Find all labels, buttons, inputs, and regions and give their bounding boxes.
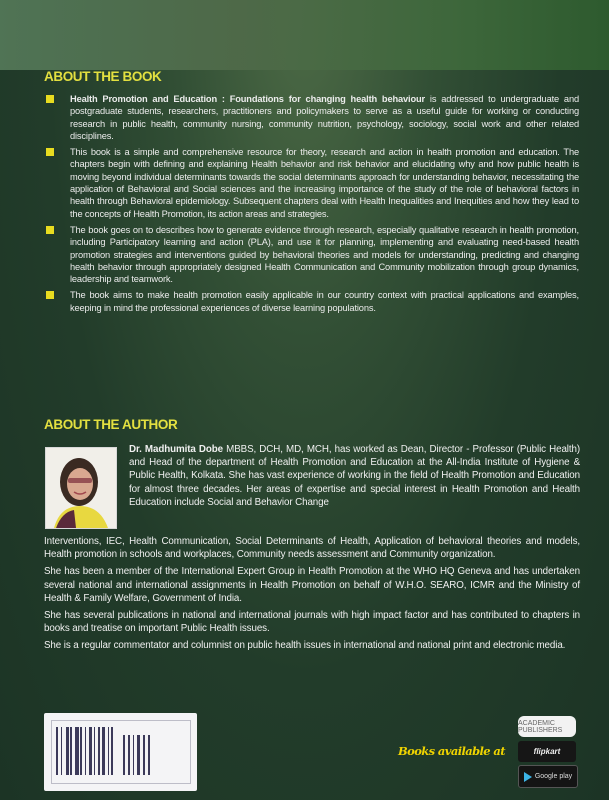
about-author-heading: ABOUT THE AUTHOR — [44, 417, 178, 432]
academic-publishers-label: ACADEMIC PUBLISHERS — [518, 719, 563, 734]
flipkart-badge[interactable] — [518, 741, 576, 762]
google-play-badge[interactable] — [518, 765, 578, 788]
author-portrait-icon — [46, 448, 116, 528]
cover-top-gradient — [0, 0, 609, 70]
google-play-label: Google play — [534, 773, 573, 780]
book-title-bold: Health Promotion and Education : Foundations for changing health behaviour — [70, 94, 426, 104]
isbn-barcode — [44, 713, 197, 791]
flipkart-label: flipkart — [533, 747, 561, 756]
google-play-icon — [524, 772, 532, 782]
author-bio-paragraph: Interventions, IEC, Health Communication, Social Determinants of Health, Application of behavioral theories and models, Health promotion in schools and workplaces, Community needs assessment and Community organization. — [44, 536, 580, 561]
bullet-text: The book aims to make health promotion easily applicable in our country context with practical applications and examples, keeping in mind the professional experiences of diverse learning populations. — [70, 290, 579, 313]
list-item — [44, 289, 579, 314]
books-available-label: Books available at — [398, 744, 505, 758]
barcode-bars — [56, 727, 150, 775]
author-bio-paragraph: She has several publications in national and international journals with high impact factor and has contributed to chapters in books and treatise on important Public Health issues. — [44, 610, 580, 635]
author-intro-text: MBBS, DCH, MD, MCH, has worked as Dean, Director - Professor (Public Health) and Head of the department of Health Promotion and Education at the All-India Institute of Hygiene & Public Health, Kolkata. She has vast experience of working in the field of Health Promotion and Education for almost three decades. Her areas of expertise and special interest in Health Promotion and Health Education include Social and Behavior Change — [129, 444, 580, 508]
list-item — [44, 93, 579, 142]
author-bio-intro — [129, 443, 580, 509]
bullet-text — [70, 93, 579, 142]
list-item — [44, 146, 579, 220]
author-name: Dr. Madhumita Dobe — [129, 444, 223, 455]
author-bio-paragraph: She is a regular commentator and columnist on public health issues in international and national print and electronic media. — [44, 640, 566, 652]
bullet-square-icon — [46, 148, 54, 156]
bullet-square-icon — [46, 95, 54, 103]
about-book-list — [44, 93, 579, 318]
about-book-heading: ABOUT THE BOOK — [44, 69, 162, 84]
author-photo — [45, 447, 117, 529]
author-bio-paragraph: She has been a member of the International Expert Group in Health Promotion at the WHO HQ Geneva and has undertaken several national and international assignments in Health Promotion on behalf of W.H.O. SEARO, ICMR and the Ministry of Health & Family Welfare, Government of India. — [44, 566, 580, 604]
bullet-square-icon — [46, 226, 54, 234]
bullet-square-icon — [46, 291, 54, 299]
academic-publishers-badge[interactable] — [518, 716, 576, 737]
list-item — [44, 224, 579, 285]
bullet-text: This book is a simple and comprehensive resource for theory, research and action in health promotion and education. The chapters begin with defining and explaining Health behavior and risk behavior and elucidating why and how public health is moving beyond individual determinants towards the social determinants approach for understanding behavior, necessitating the application of Behavioral and Social sciences and the increasing importance of the study of the role of behavioral factors in health through Behavioral epidemiology. Subsequent chapters deal with Health Inequalities and Inequities and how they lead to the concepts of Health Promotion, its action areas and strategies. — [70, 147, 579, 219]
author-bio-more — [44, 535, 580, 657]
bullet-text: The book goes on to describes how to generate evidence through research, especially qualitative research in health promotion, including Participatory learning and action (PLA), and use it for planning, implementing and evaluating need-based health promotion strategies and interventions guided by behavioral theories and models for understanding, predicting and changing health behavior through appropriately designed Health Communication and Community mobilization through group dynamics, leadership and teamwork. — [70, 224, 579, 285]
bullet-body: is addressed to undergraduate and postgraduate students, researchers, practitioners and policymakers to serve as a useful guide for working or conducting research in public health, community nursing, community nutrition, psychology, sociology, social work and other related disciplines. — [70, 94, 579, 141]
